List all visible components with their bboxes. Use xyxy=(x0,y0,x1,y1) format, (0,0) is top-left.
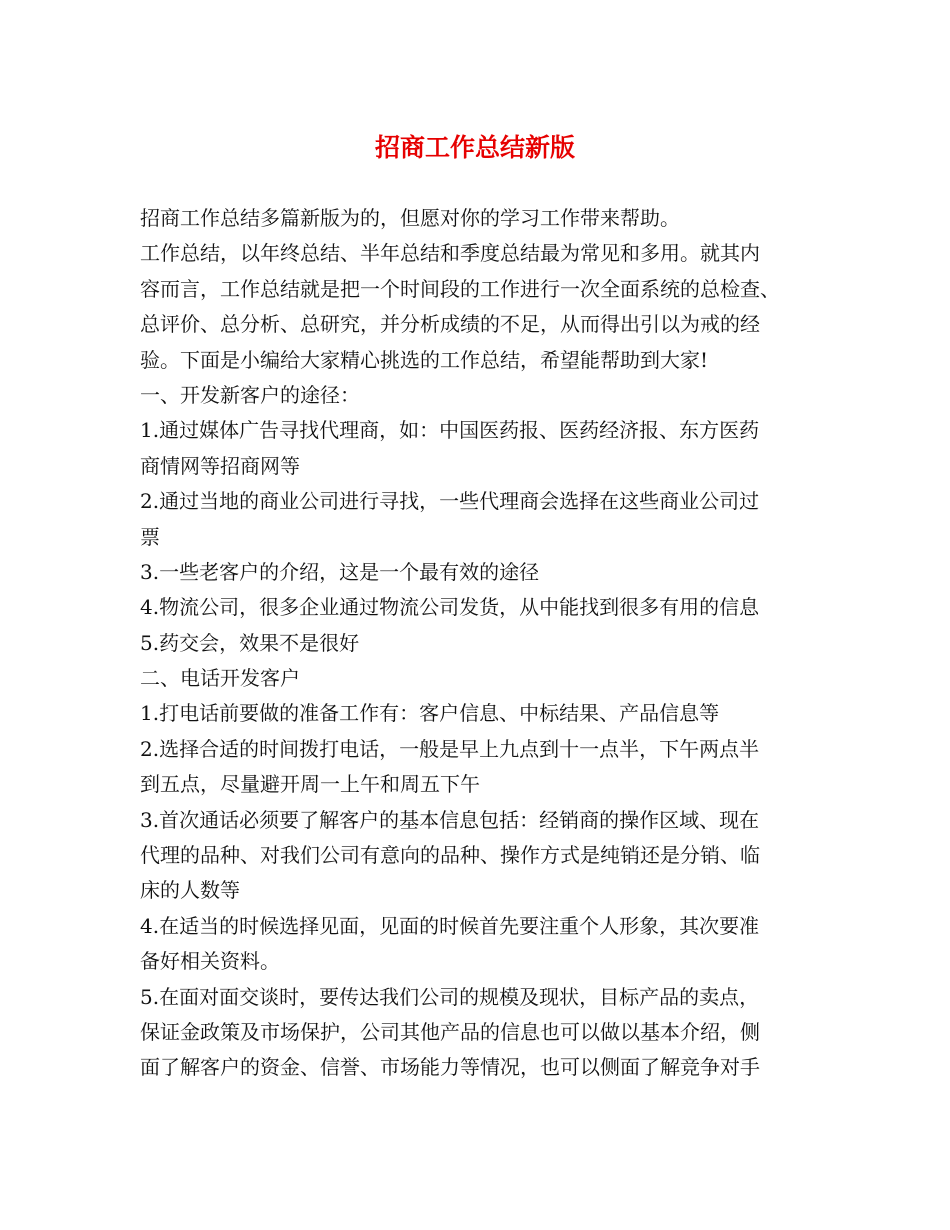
body-line: 验。下面是小编给大家精心挑选的工作总结，希望能帮助到大家! xyxy=(140,347,709,372)
body-line: 总评价、总分析、总研究，并分析成绩的不足，从而得出引以为戒的经 xyxy=(140,312,760,337)
document-body xyxy=(140,201,820,1086)
body-line: 1.打电话前要做的准备工作有：客户信息、中标结果、产品信息等 xyxy=(140,701,720,726)
body-line: 2.通过当地的商业公司进行寻找，一些代理商会选择在这些商业公司过 xyxy=(140,489,760,514)
body-line: 工作总结，以年终总结、半年总结和季度总结最为常见和多用。就其内 xyxy=(140,241,760,266)
document-title: 招商工作总结新版 xyxy=(374,133,575,162)
body-line: 面了解客户的资金、信誉、市场能力等情况，也可以侧面了解竞争对手 xyxy=(140,1055,760,1080)
section-heading: 一、开发新客户的途径： xyxy=(140,382,360,407)
body-line: 5.在面对面交谈时，要传达我们公司的规模及现状，目标产品的卖点， xyxy=(140,984,760,1009)
section-heading: 二、电话开发客户 xyxy=(140,666,300,691)
body-line: 3.一些老客户的介绍，这是一个最有效的途径 xyxy=(140,559,540,584)
body-line: 4.物流公司，很多企业通过物流公司发货，从中能找到很多有用的信息 xyxy=(140,595,760,620)
body-line: 2.选择合适的时间拨打电话，一般是早上九点到十一点半，下午两点半 xyxy=(140,736,760,761)
body-line: 保证金政策及市场保护，公司其他产品的信息也可以做以基本介绍，侧 xyxy=(140,1019,760,1044)
body-line: 商情网等招商网等 xyxy=(140,453,300,478)
body-line: 4.在适当的时候选择见面，见面的时候首先要注重个人形象，其次要准 xyxy=(140,913,760,938)
body-line: 备好相关资料。 xyxy=(140,949,280,974)
body-line: 5.药交会，效果不是很好 xyxy=(140,630,360,655)
body-line: 3.首次通话必须要了解客户的基本信息包括：经销商的操作区域、现在 xyxy=(140,807,760,832)
body-line: 票 xyxy=(140,524,160,549)
body-line: 代理的品种、对我们公司有意向的品种、操作方式是纯销还是分销、临 xyxy=(140,843,760,868)
body-line: 到五点，尽量避开周一上午和周五下午 xyxy=(140,772,480,797)
body-line: 招商工作总结多篇新版为的，但愿对你的学习工作带来帮助。 xyxy=(140,206,680,230)
body-line: 1.通过媒体广告寻找代理商，如：中国医药报、医药经济报、东方医药 xyxy=(140,418,760,443)
body-line: 容而言，工作总结就是把一个时间段的工作进行一次全面系统的总检查、 xyxy=(140,276,780,301)
body-line: 床的人数等 xyxy=(140,878,240,903)
